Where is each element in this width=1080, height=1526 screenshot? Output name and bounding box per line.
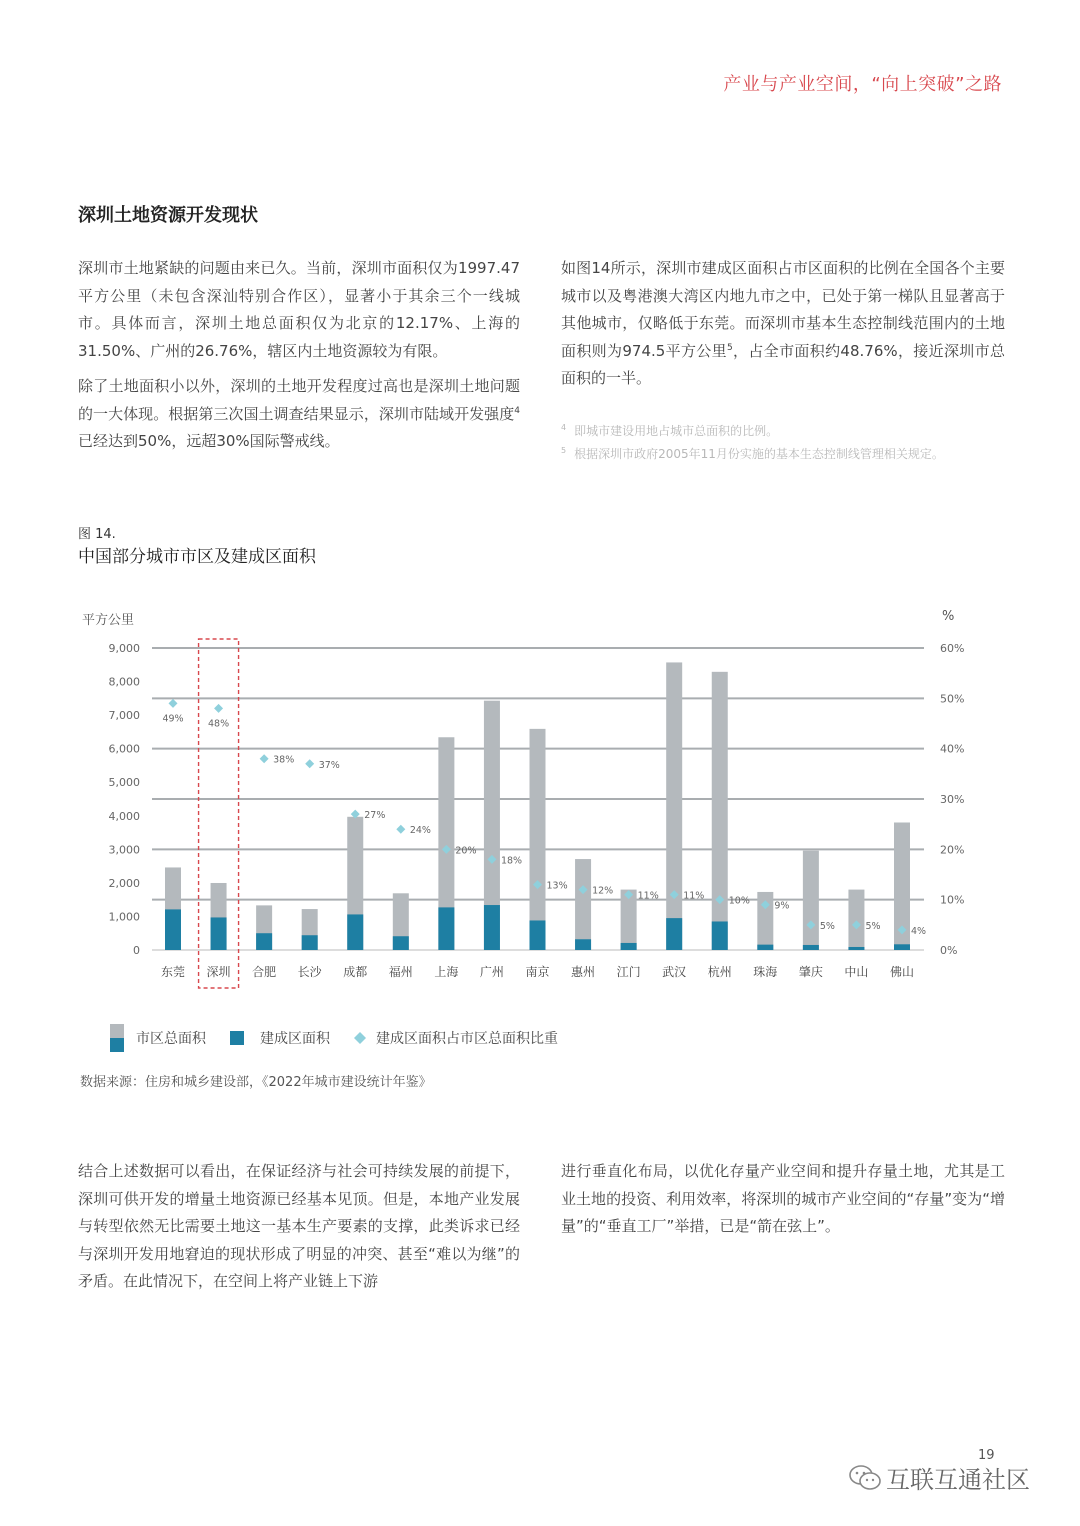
bar-built-area: [211, 917, 227, 950]
legend-swatch-total: [110, 1024, 126, 1052]
right-tick-label: 10%: [940, 893, 965, 907]
figure-title: 中国部分城市市区及建成区面积: [78, 547, 316, 567]
bar-built-area: [530, 920, 546, 950]
bar-built-area: [256, 933, 272, 950]
ratio-label: 49%: [162, 713, 184, 725]
category-label: 武汉: [662, 965, 687, 979]
right-tick-label: 20%: [940, 843, 965, 857]
left-tick-label: 3,000: [108, 843, 140, 857]
legend-item-ratio: 建成区面积占市区总面积比重: [354, 1028, 558, 1048]
bar-total-area: [666, 662, 682, 950]
bar-built-area: [803, 945, 819, 950]
section-title: 深圳土地资源开发现状: [78, 205, 258, 226]
ratio-label: 37%: [318, 759, 340, 771]
bar-built-area: [438, 907, 454, 950]
category-label: 长沙: [297, 965, 322, 979]
right-tick-label: 40%: [940, 742, 965, 756]
ratio-marker: [169, 699, 178, 708]
ratio-label: 48%: [208, 718, 230, 730]
paragraph: 如图14所示，深圳市建成区面积占市区面积的比例在全国各个主要城市以及粤港澳大湾区内地九市之中，已处于第一梯队且显著高于其他城市，仅略低于东莞。而深圳市基本生态控制线范围内的土地面积则为974.5平方公里$^5$，占全市面积约48.76%，接近深圳市总面积的一半。: [561, 259, 1005, 387]
category-label: 广州: [479, 965, 504, 979]
category-label: 杭州: [707, 965, 732, 979]
category-label: 中山: [844, 965, 869, 979]
ratio-marker: [260, 754, 269, 763]
bar-built-area: [894, 944, 910, 950]
bar-built-area: [347, 914, 363, 950]
right-tick-label: 50%: [940, 692, 965, 706]
bar-built-area: [165, 909, 181, 950]
ratio-marker: [214, 704, 223, 713]
right-tick-label: 30%: [940, 793, 965, 806]
footnote: $^5$ 根据深圳市政府2005年11月份实施的基本生态控制线管理相关规定。: [561, 446, 944, 461]
ratio-label: 24%: [409, 825, 431, 837]
watermark: 互联互通社区: [848, 1460, 1030, 1495]
category-label: 东莞: [160, 965, 186, 979]
ratio-label: 13%: [546, 880, 568, 892]
left-tick-label: 1,000: [108, 910, 140, 924]
bar-built-area: [575, 939, 591, 950]
bar-built-area: [621, 943, 637, 950]
bar-built-area: [757, 945, 773, 950]
legend-item-built: 建成区面积: [230, 1028, 330, 1048]
category-label: 南京: [525, 965, 550, 979]
legend-item-total: 市区总面积: [110, 1024, 206, 1052]
category-label: 深圳: [206, 965, 231, 979]
category-label: 福州: [388, 965, 413, 979]
ratio-label: 38%: [273, 754, 295, 766]
paragraph: 深圳市土地紧缺的问题由来已久。当前，深圳市面积仅为1997.47平方公里（未包含深汕特别合作区），显著小于其余三个一线城市。具体而言，深圳土地总面积仅为北京的12.17%、上海的31.50%、广州的26.76%，辖区内土地资源较为有限。: [78, 259, 520, 360]
ratio-label: 11%: [683, 890, 705, 902]
left-tick-label: 5,000: [108, 776, 140, 790]
ratio-label: 5%: [819, 920, 835, 932]
category-label: 上海: [434, 965, 459, 979]
header-title: 产业与产业空间，“向上突破”之路: [723, 74, 1002, 95]
data-source: 数据来源：住房和城乡建设部，《2022年城市建设统计年鉴》: [80, 1075, 432, 1090]
left-tick-label: 9,000: [108, 642, 140, 655]
chat-bubble-icon: [848, 1464, 882, 1492]
bottom-left-text: 结合上述数据可以看出，在保证经济与社会可持续发展的前提下，深圳可供开发的增量土地资源已经基本见顶。但是，本地产业发展与转型依然无比需要土地这一基本生产要素的支撑，此类诉求已经与深圳开发用地窘迫的现状形成了明显的冲突、甚至“难以为继”的矛盾。在此情况下，在空间上将产业链上下游: [78, 1162, 520, 1290]
footnote-ref: 4: [514, 405, 520, 416]
left-tick-label: 2,000: [108, 876, 140, 890]
ratio-label: 10%: [728, 895, 750, 907]
ratio-label: 11%: [637, 890, 659, 902]
right-tick-label: 0%: [940, 944, 958, 957]
bottom-right-text: 进行垂直化布局，以优化存量产业空间和提升存量土地，尤其是工业土地的投资、利用效率，将深圳的城市产业空间的“存量”变为“增量”的“垂直工厂”举措，已是“箭在弦上”。: [561, 1162, 1005, 1235]
left-tick-label: 0: [133, 944, 140, 957]
category-label: 珠海: [753, 965, 778, 979]
bar-built-area: [712, 921, 728, 950]
bar-built-area: [848, 947, 864, 950]
footnote: $^4$ 即城市建设用地占城市总面积的比例。: [561, 423, 779, 438]
ratio-label: 9%: [774, 900, 790, 912]
bar-built-area: [666, 918, 682, 950]
ratio-marker: [305, 759, 314, 768]
legend: [110, 1024, 582, 1052]
bar-total-area: [575, 859, 591, 950]
left-tick-label: 6,000: [108, 742, 140, 756]
figure-label: 图 14.: [78, 527, 116, 542]
bar-built-area: [484, 905, 500, 950]
left-axis-unit: 平方公里: [82, 613, 135, 628]
bar-total-area: [848, 890, 864, 950]
category-label: 惠州: [571, 965, 596, 979]
category-label: 肇庆: [798, 965, 823, 979]
right-axis-unit: %: [942, 609, 955, 624]
diamond-icon: [354, 1032, 366, 1044]
ratio-label: 18%: [500, 855, 523, 867]
category-label: 江门: [616, 965, 641, 979]
bar-total-area: [530, 729, 546, 950]
left-tick-label: 4,000: [108, 809, 140, 823]
bar-total-area: [712, 672, 728, 950]
ratio-label: 20%: [455, 845, 477, 857]
paragraph: 除了土地面积小以外，深圳的土地开发程度过高也是深圳土地问题的一大体现。根据第三次国土调查结果显示，深圳市陆域开发强度$^4$已经达到50%，远超30%国际警戒线。: [78, 377, 520, 450]
ratio-marker: [396, 825, 405, 834]
footnote-ref: 5: [726, 342, 733, 353]
bar-built-area: [393, 936, 409, 950]
ratio-label: 12%: [592, 885, 614, 897]
left-tick-label: 8,000: [108, 675, 140, 689]
legend-swatch-built: [230, 1031, 244, 1045]
ratio-label: 4%: [911, 925, 927, 937]
ratio-label: 27%: [364, 810, 386, 822]
ratio-label: 5%: [865, 920, 881, 932]
category-label: 合肥: [252, 965, 277, 979]
bar-total-area: [803, 851, 819, 950]
left-tick-label: 7,000: [108, 709, 140, 723]
page-number: 19: [978, 1448, 995, 1463]
category-label: 佛山: [889, 965, 915, 979]
bar-built-area: [302, 935, 318, 950]
right-tick-label: 60%: [940, 642, 965, 655]
category-label: 成都: [343, 965, 368, 979]
